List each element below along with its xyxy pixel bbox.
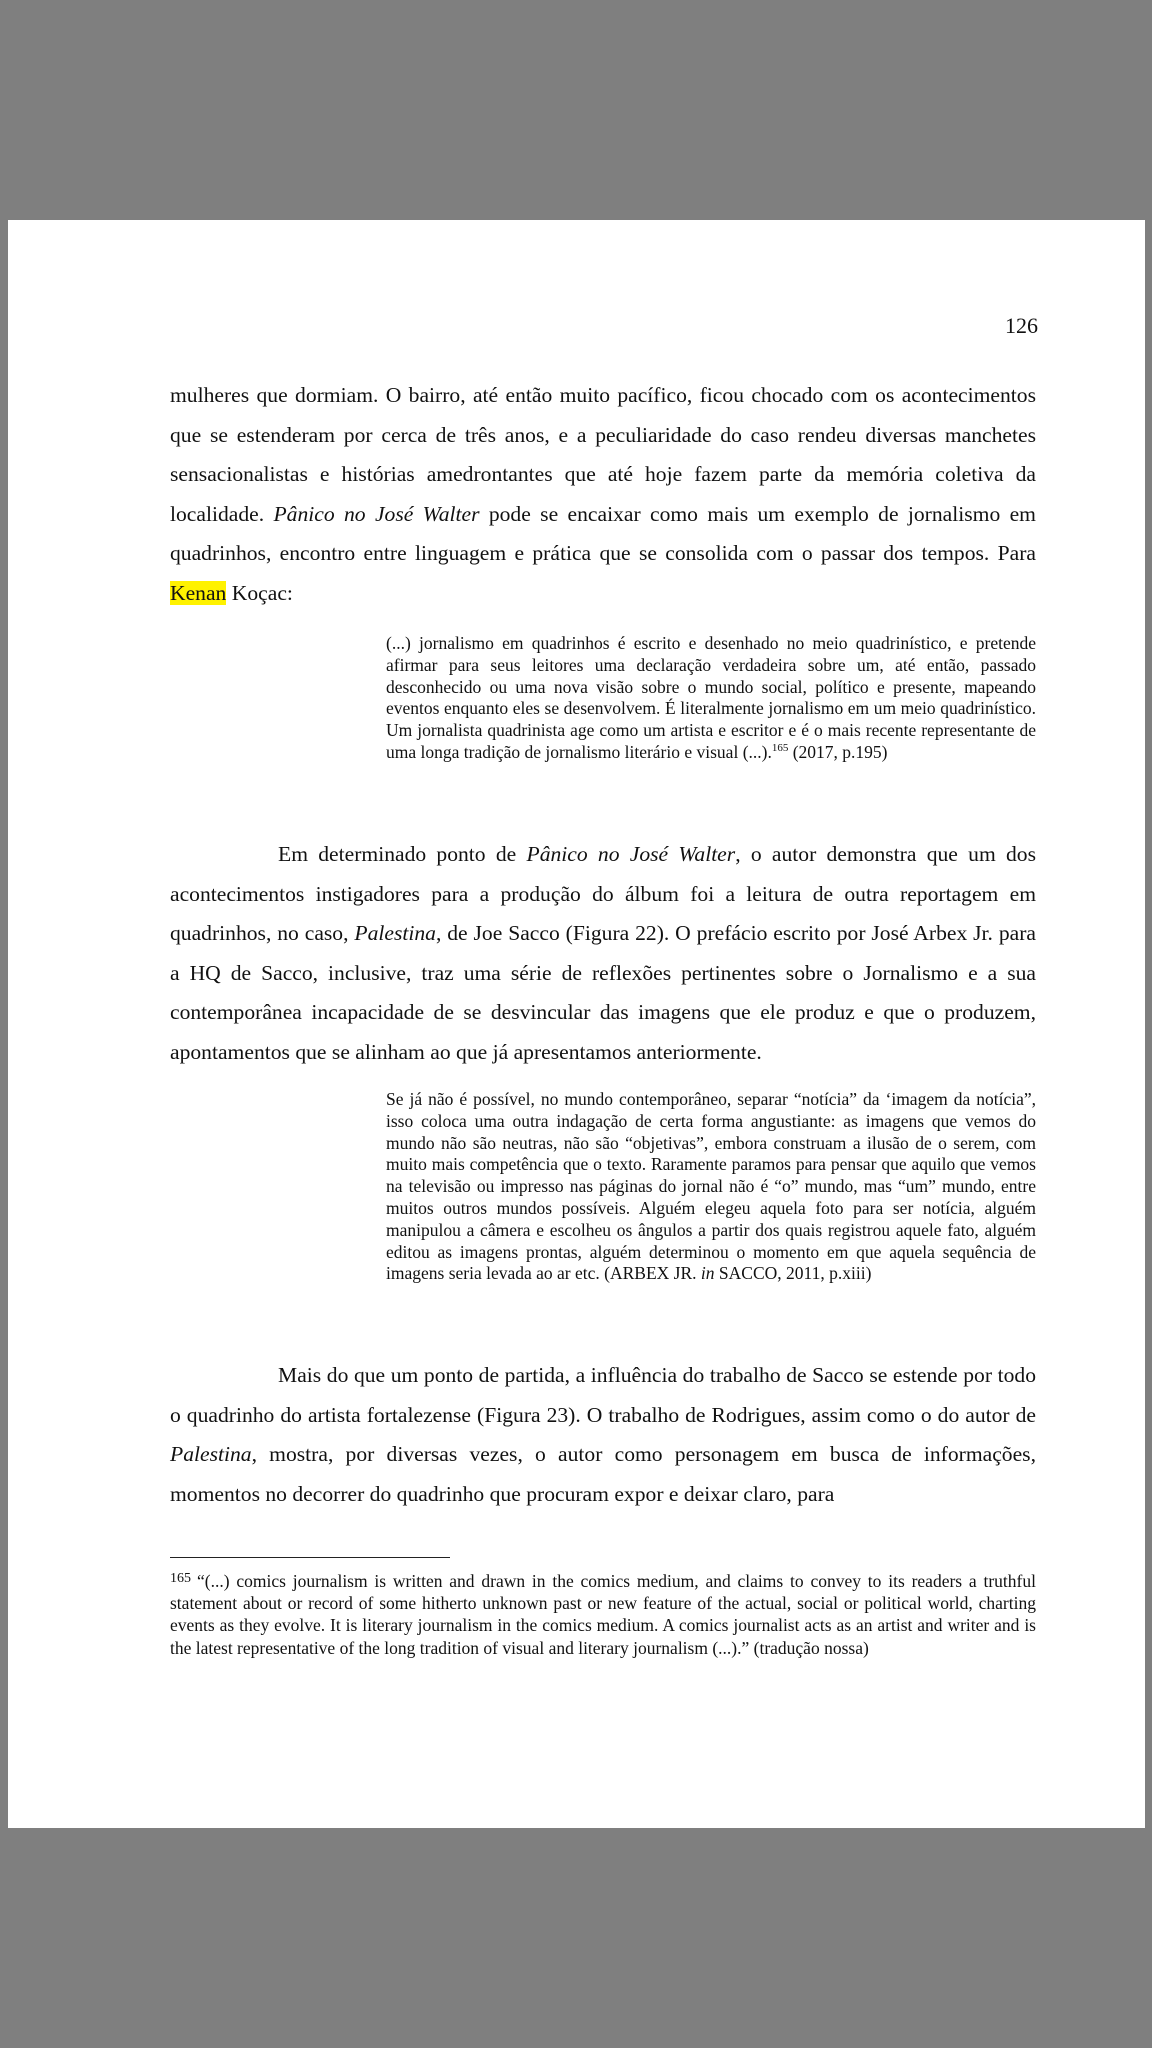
- paragraph-1: [170, 376, 1036, 613]
- page-number: 126: [1005, 313, 1038, 338]
- paragraph-2-text-b: , o autor demonstra que um dos acontecimentos instigadores para a produção do álbum foi a leitura de outra reportagem em quadrinhos, no caso,: [170, 842, 1036, 945]
- block-quote-1: [386, 633, 1036, 764]
- paragraph-3-text-b: , mostra, por diversas vezes, o autor como personagem em busca de informações, momentos no decorrer do quadrinho que procuram expor e deixar claro, para: [170, 1442, 1036, 1506]
- block-quote-2: [386, 1089, 1036, 1285]
- paragraph-3: [170, 1356, 1036, 1514]
- footnote-divider: [170, 1557, 450, 1558]
- highlighted-word: Kenan: [170, 580, 227, 605]
- paragraph-1-text-b: pode se encaixar como mais um exemplo de jornalismo em quadrinhos, encontro entre linguagem e prática que se consolida com o passar dos tempos. Para: [170, 501, 1036, 565]
- footnote-number: 165: [170, 1571, 191, 1586]
- paragraph-2-text-c: , de Joe Sacco (Figura 22). O prefácio escrito por José Arbex Jr. para a HQ de Sacco, inclusive, traz uma série de reflexões pertinentes sobre o Jornalismo e a sua contemporânea incapacidade de se desvincular das imagens que ele produz e que o produzem, apontamentos que se alinham ao que já apresentamos anteriormente.: [170, 921, 1036, 1064]
- paragraph-1-title: Pânico no José Walter: [273, 501, 480, 526]
- paragraph-1-text-a: mulheres que dormiam. O bairro, até então muito pacífico, ficou chocado com os acontecimentos que se estenderam por cerca de três anos, e a peculiaridade do caso rendeu diversas manchetes sensacionalistas e histórias amedrontantes que até hoje fazem parte da memória coletiva da localidade.: [170, 383, 1036, 526]
- paragraph-2-text-a: Em determinado ponto de: [278, 842, 527, 866]
- footnote-text: “(...) comics journalism is written and drawn in the comics medium, and claims to convey to its readers a truthful statement about or record of some hitherto unknown past or new feature of the actual, social or political world, charting events as they evolve. It is literary journalism in the comics medium. A comics journalist acts as an artist and writer and is the latest representative of the long tradition of visual and literary journalism (...).” (tradução nossa): [170, 1571, 1036, 1658]
- block-quote-1-text: (...) jornalismo em quadrinhos é escrito e desenhado no meio quadrinístico, e pretende afirmar para seus leitores uma declaração verdadeira sobre um, até então, passado desconhecido ou uma nova visão sobre o mundo social, político e presente, mapeando eventos enquanto eles se desenvolvem. É literalmente jornalismo em um meio quadrinístico. Um jornalista quadrinista age como um artista e escritor e é o mais recente representante de uma longa tradição de jornalismo literário e visual (...).: [386, 633, 1036, 762]
- paragraph-2-title-2: Palestina: [354, 921, 436, 945]
- block-quote-1-citation: (2017, p.195): [792, 741, 888, 762]
- block-quote-2-in: in: [700, 1263, 715, 1284]
- paragraph-3-title: Palestina: [170, 1442, 252, 1466]
- paragraph-3-text-a: Mais do que um ponto de partida, a influência do trabalho de Sacco se estende por todo o quadrinho do artista fortalezense (Figura 23). O trabalho de Rodrigues, assim como o do autor de: [170, 1363, 1036, 1427]
- block-quote-2-citation: SACCO, 2011, p.xiii): [714, 1263, 872, 1284]
- paragraph-1-text-c: Koçac:: [226, 580, 293, 605]
- document-page: [8, 220, 1145, 1828]
- paragraph-2: [170, 835, 1036, 1072]
- block-quote-2-text: Se já não é possível, no mundo contemporâneo, separar “notícia” da ‘imagem da notícia”, isso coloca uma outra indagação de certa forma angustiante: as imagens que vemos do mundo não são neutras, não são “objetivas”, embora construam a ilusão de o serem, com muito mais competência que o texto. Raramente paramos para pensar que aquilo que vemos na televisão ou impresso nas páginas do jornal não é “o” mundo, mas “um” mundo, entre muitos outros mundos possíveis. Alguém elegeu aquela foto para ser notícia, alguém manipulou a câmera e escolheu os ângulos a partir dos quais registrou aquele fato, alguém editou as imagens prontas, alguém determinou o momento em que aquela sequência de imagens seria levada ao ar etc. (ARBEX JR.: [386, 1089, 1036, 1284]
- footnote: [170, 1568, 1036, 1659]
- footnote-reference: 165: [771, 741, 789, 754]
- paragraph-2-title-1: Pânico no José Walter: [526, 842, 736, 866]
